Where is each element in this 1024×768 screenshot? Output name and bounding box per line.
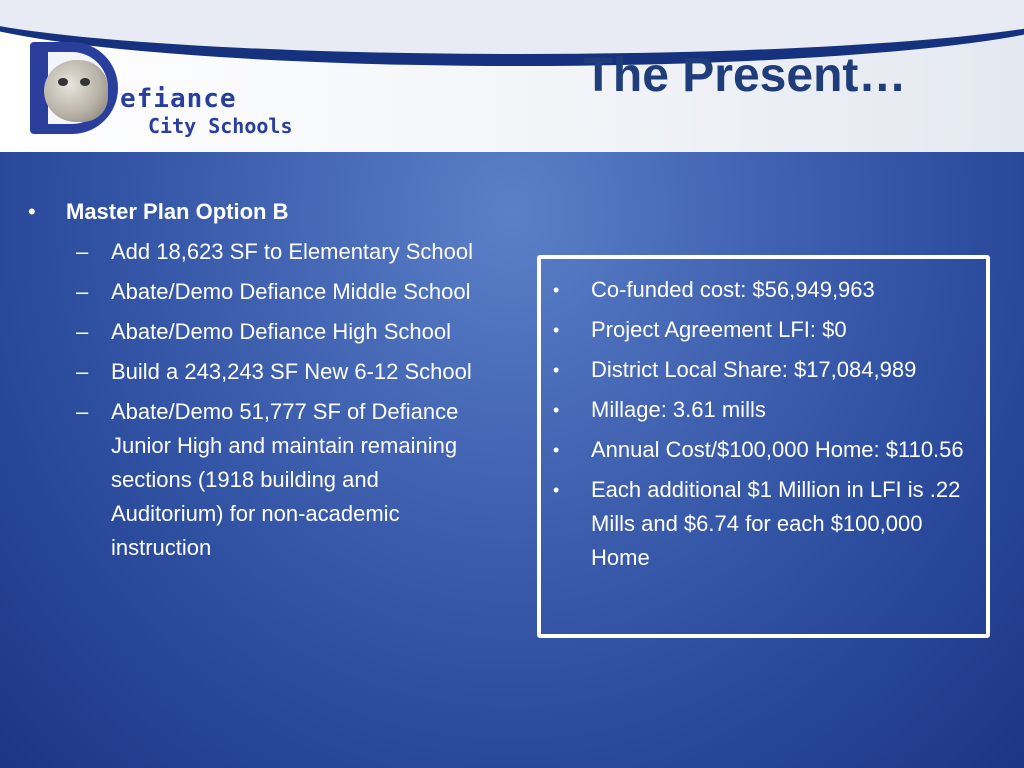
stat-text: Co-funded cost: $56,949,963	[591, 277, 875, 302]
stat-text: Each additional $1 Million in LFI is .22 Mills and $6.74 for each $100,000 Home	[591, 477, 961, 570]
left-bullet-list	[24, 195, 494, 565]
sub-item-text: Abate/Demo Defiance High School	[111, 319, 451, 344]
stat-item	[551, 313, 976, 347]
bullet-glyph: •	[28, 199, 36, 224]
stat-item	[551, 353, 976, 387]
stat-item	[551, 433, 976, 467]
stat-text: Project Agreement LFI: $0	[591, 317, 847, 342]
slide-title: The Present…	[583, 49, 907, 102]
header-band	[0, 0, 1024, 152]
sub-item-text: Abate/Demo Defiance Middle School	[111, 279, 471, 304]
dash-glyph: –	[76, 239, 89, 264]
sub-item	[24, 395, 494, 565]
sub-item-text: Build a 243,243 SF New 6-12 School	[111, 359, 472, 384]
dash-glyph: –	[76, 359, 89, 384]
sub-item-text: Abate/Demo 51,777 SF of Defiance Junior High and maintain remaining sections (1918 building and Auditorium) for non-academic instruction	[111, 399, 459, 560]
cost-summary-box	[537, 255, 990, 638]
sub-item	[24, 235, 494, 269]
bullet-heading: Master Plan Option B	[66, 199, 289, 224]
logo-text-line2: City Schools	[148, 114, 293, 138]
bullet-glyph: •	[553, 440, 560, 460]
bullet-glyph: •	[553, 280, 560, 300]
bullet-glyph: •	[553, 360, 560, 380]
stat-text: District Local Share: $17,084,989	[591, 357, 917, 382]
bullet-glyph: •	[553, 320, 560, 340]
bulldog-mascot-icon	[44, 60, 108, 122]
bullet-master-plan	[24, 195, 494, 229]
sub-item	[24, 315, 494, 349]
dash-glyph: –	[76, 399, 89, 424]
cost-summary-list	[551, 273, 976, 581]
sub-item-text: Add 18,623 SF to Elementary School	[111, 239, 473, 264]
defiance-city-schools-logo	[16, 38, 336, 142]
stat-text: Millage: 3.61 mills	[591, 397, 766, 422]
sub-item	[24, 275, 494, 309]
bullet-glyph: •	[553, 400, 560, 420]
sub-item	[24, 355, 494, 389]
stat-item	[551, 393, 976, 427]
dash-glyph: –	[76, 279, 89, 304]
bullet-glyph: •	[553, 480, 560, 500]
stat-item	[551, 273, 976, 307]
logo-text-line1: efiance	[120, 84, 237, 114]
stat-item	[551, 473, 976, 575]
dash-glyph: –	[76, 319, 89, 344]
stat-text: Annual Cost/$100,000 Home: $110.56	[591, 437, 964, 462]
